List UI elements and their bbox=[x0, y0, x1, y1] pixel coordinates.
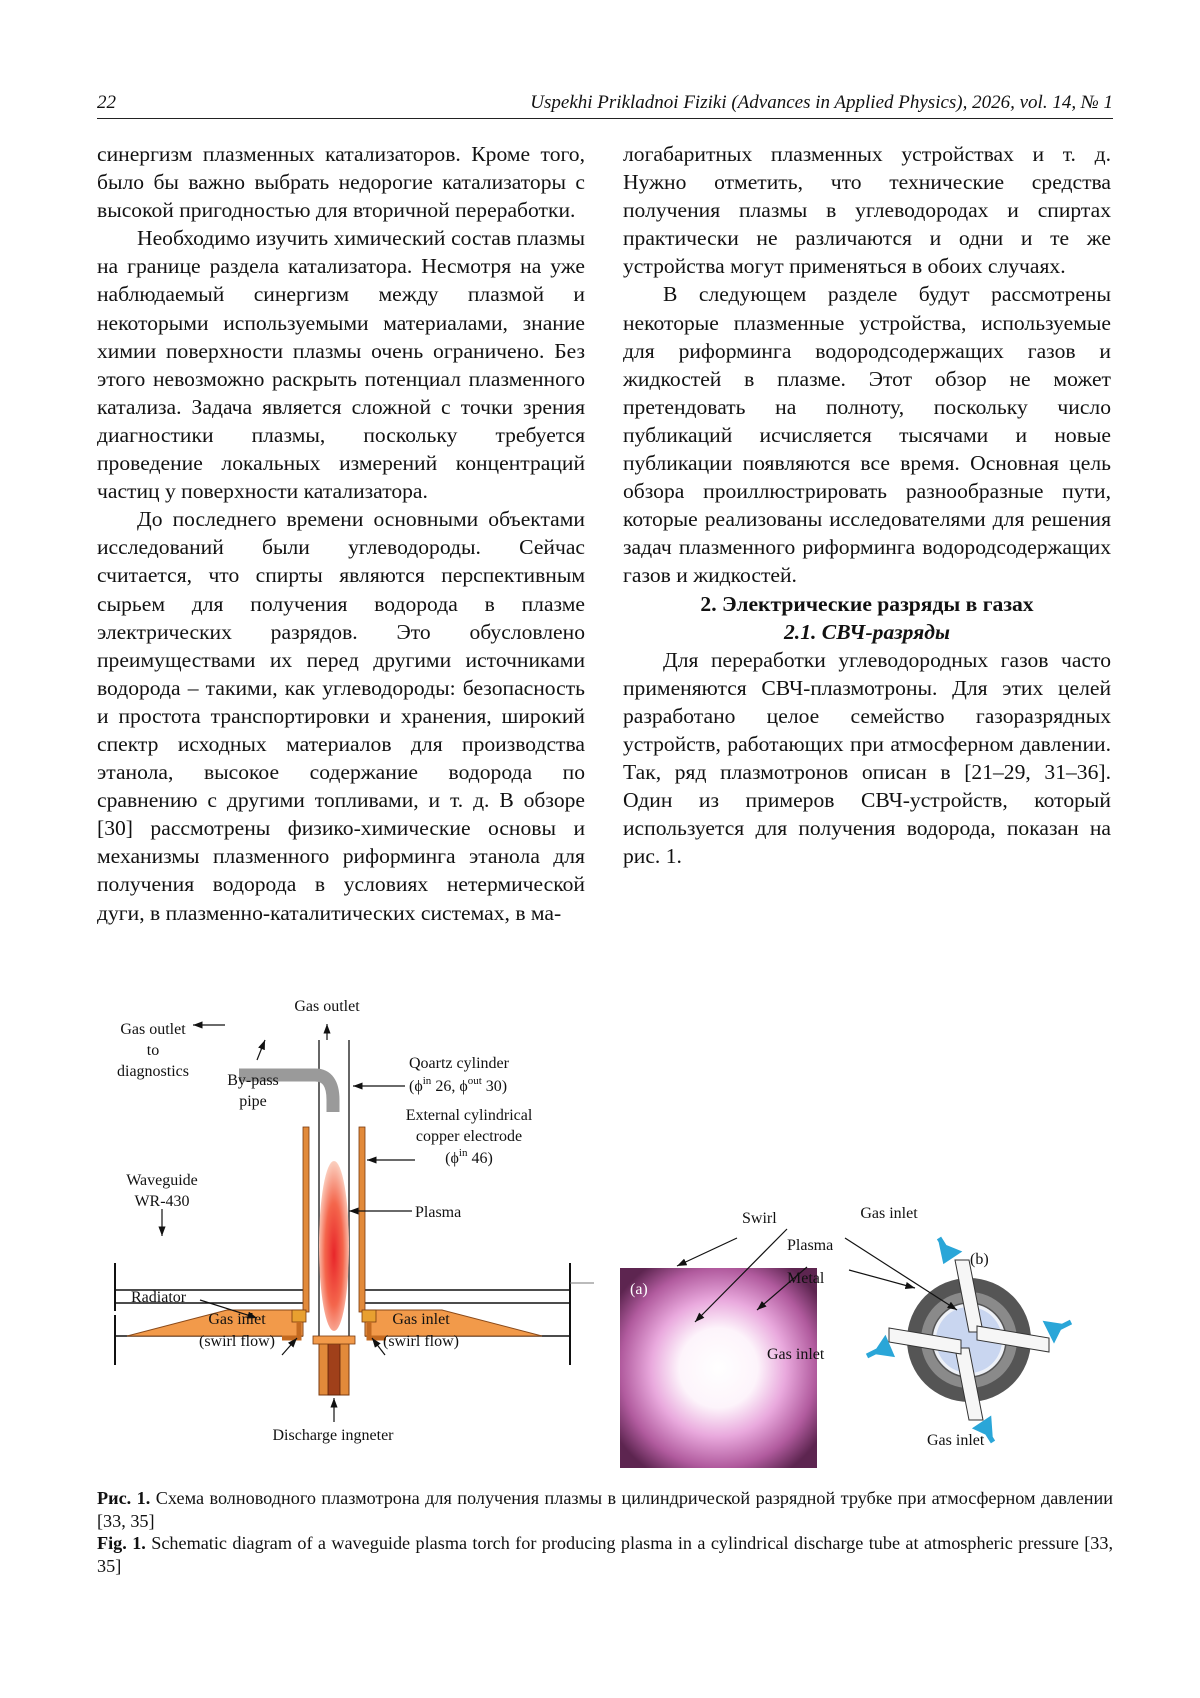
label-gas-inlet-left: Gas inlet bbox=[767, 1346, 825, 1363]
caption-en-label: Fig. 1. bbox=[97, 1533, 146, 1553]
label-gas-inlet-left-1: Gas inlet bbox=[208, 1311, 266, 1328]
paragraph: В следующем разделе будут рассмотрены некоторые плазменные устройства, используемые для риформинга водородсодержащих газов и жидкостей в плазме. Этот обзор не может претендовать на полноту, поскольку число публикаций исчисляется тысячами и новые публикации появляются все время. Основная цель обзора проиллюстрировать разнообразные пути, которые реализованы исследователями для решения задач плазменного риформинга водородсодержащих газов и жидкостей. bbox=[623, 282, 1111, 588]
figure-caption bbox=[97, 1487, 1113, 1577]
discharge-igniter bbox=[313, 1336, 355, 1395]
label-gas-outlet-diagnostics-2: to bbox=[146, 1042, 160, 1059]
right-column bbox=[623, 140, 1111, 870]
caption-ru bbox=[97, 1487, 1113, 1532]
label-electrode-2: copper electrode bbox=[415, 1128, 523, 1145]
label-b: (b) bbox=[970, 1251, 989, 1268]
label-gas-inlet-bottom: Gas inlet bbox=[927, 1432, 985, 1449]
section-title: 2. Электрические разряды в газах bbox=[700, 591, 1034, 616]
label-quartz-1: Qoartz cylinder bbox=[409, 1055, 509, 1072]
label-igniter: Discharge ingneter bbox=[272, 1427, 394, 1444]
page-number: 22 bbox=[97, 92, 116, 113]
label-swirl: Swirl bbox=[742, 1210, 777, 1227]
label-bypass-2: pipe bbox=[239, 1093, 267, 1110]
paragraph: синергизм плазменных катализаторов. Кроме того, было бы важно выбрать недорогие катализаторы с высокой пригодностью для вторичной переработки. bbox=[97, 142, 585, 223]
copper-electrode-left bbox=[303, 1127, 309, 1312]
label-waveguide-1: Waveguide bbox=[126, 1172, 198, 1189]
copper-electrode-right bbox=[359, 1127, 365, 1312]
journal-title: Uspekhi Prikladnoi Fiziki (Advances in Applied Physics), 2026, vol. 14, № 1 bbox=[530, 92, 1113, 113]
caption-en bbox=[97, 1532, 1113, 1577]
caption-ru-label: Рис. 1. bbox=[97, 1488, 151, 1508]
label-gas-outlet-diagnostics-1: Gas outlet bbox=[120, 1021, 186, 1038]
paragraph: логабаритных плазменных устройствах и т. д. Нужно отметить, что технические средства получения плазмы в углеводородах и спиртах практически не различаются и одни и те же устройства могут применяться в обоих случаях. bbox=[623, 142, 1111, 279]
label-quartz-2: ($\phi^{in}$ 26, $\phi^{out}$ 30) bbox=[409, 1075, 508, 1095]
label-radiator: Radiator bbox=[131, 1289, 187, 1306]
caption-ru-text: Схема волноводного плазмотрона для получения плазмы в цилиндрической разрядной трубке при атмосферном давлении [33, 35] bbox=[97, 1488, 1113, 1531]
label-bypass-1: By-pass bbox=[227, 1072, 279, 1089]
label-gas-inlet-left-2: (swirl flow) bbox=[199, 1333, 275, 1350]
label-gas-inlet-top: Gas inlet bbox=[860, 1205, 918, 1222]
left-column bbox=[97, 140, 585, 927]
waveguide bbox=[115, 1263, 594, 1365]
subsection-title: 2.1. СВЧ-разряды bbox=[784, 619, 950, 644]
label-gas-outlet: Gas outlet bbox=[294, 998, 360, 1015]
label-plasma-b: Plasma bbox=[787, 1237, 834, 1254]
page-header bbox=[97, 92, 1113, 119]
label-electrode-1: External cylindrical bbox=[405, 1107, 533, 1124]
label-waveguide-2: WR-430 bbox=[134, 1193, 190, 1210]
label-electrode-3: ($\phi^{in}$ 46) bbox=[445, 1147, 493, 1167]
label-metal: Metal bbox=[787, 1270, 825, 1287]
paragraph: До последнего времени основными объектами исследований были углеводороды. Сейчас считается, что спирты являются перспективным сырьем для получения водорода в плазме электрических разрядов. Это обусловлено преимуществами их перед другими источниками водорода – такими, как углеводороды: безопасность и простота транспортировки и хранения, широкий спектр исходных материалов для производства этанола, высокое содержание водорода по сравнению с другими топливами, и т. д. В обзоре [30] рассмотрены физико-химические основы и механизмы плазменного риформинга этанола для получения водорода в условиях нетермической дуги, в плазменно-каталитических системах, в ма- bbox=[97, 507, 585, 925]
figure-1 bbox=[97, 998, 1117, 1480]
plasma-torch-schematic bbox=[115, 998, 594, 1444]
label-plasma: Plasma bbox=[415, 1204, 462, 1221]
paragraph: Для переработки углеводородных газов часто применяются СВЧ-плазмотроны. Для этих целей разработано целое семейство газоразрядных устройств, работающих при атмосферном давлении. Так, ряд плазмотронов описан в [21–29, 31–36]. Один из примеров СВЧ-устройств, который используется для получения водорода, показан на рис. 1. bbox=[623, 647, 1111, 869]
caption-en-text: Schematic diagram of a waveguide plasma torch for producing plasma in a cylindrical discharge tube at atmospheric pressure [33, 35] bbox=[97, 1533, 1113, 1576]
label-gas-outlet-diagnostics-3: diagnostics bbox=[117, 1063, 189, 1080]
label-gas-inlet-right-2: (swirl flow) bbox=[383, 1333, 459, 1350]
paragraph: Необходимо изучить химический состав плазмы на границе раздела катализатора. Несмотря на уже наблюдаемый синергизм между плазмой и некоторыми используемыми материалами, знание химии поверхности плазмы очень ограничено. Без этого невозможно раскрыть потенциал плазменного катализа. Задача является сложной с точки зрения диагностики плазмы, поскольку требуется проведение локальных измерений концентраций частиц у поверхности катализатора. bbox=[97, 226, 585, 504]
label-a: (a) bbox=[630, 1281, 648, 1298]
plasma-flame bbox=[319, 1161, 349, 1331]
label-gas-inlet-right-1: Gas inlet bbox=[392, 1311, 450, 1328]
figure-1-diagram bbox=[97, 998, 1117, 1480]
